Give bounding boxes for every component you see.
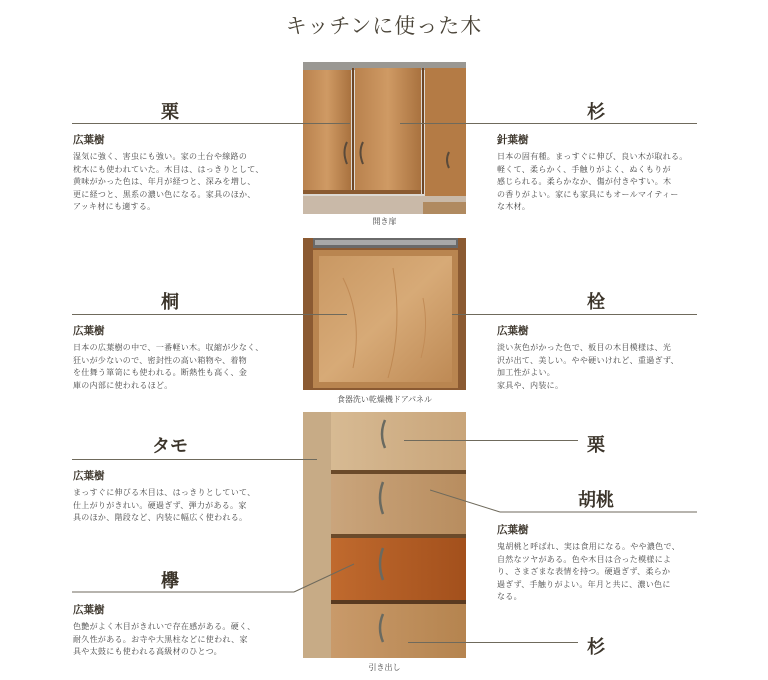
leader-line-tamo [72,459,317,460]
page-title: キッチンに使った木 [285,14,483,38]
wood-name-kuri: 栗 [161,102,179,123]
category-sugi: 針葉樹 [497,134,529,146]
caption-photo1: 開き扉 [372,217,397,226]
wood-name-tamo: タモ [152,436,188,457]
desc-tamo: まっすぐに伸びる木目は、はっきりとしていて、 仕上がりがきれい。硬過ぎず、弾力がある。家 具のほか、階段など、内装に幅広く使われる。 [73,488,256,522]
wood-name-sen: 栓 [587,292,605,313]
wood-name-kuri-drawer: 栗 [587,435,605,456]
leader-line-kuri [72,123,350,124]
photo-cabinet-doors [303,62,466,214]
desc-kuri: 湿気に強く、害虫にも強い。家の土台や線路の 枕木にも使われていた。木目は、はっきりとして、 黄味がかった色は、年月が経つと、深みを増し、 更に経つと、黒系の濃い色になる。家具のほか、 アッキ材にも適する。 [73,152,264,211]
wood-name-keyaki: 欅 [161,571,179,592]
category-kuri: 広葉樹 [73,134,105,146]
category-sen: 広葉樹 [497,325,529,337]
leader-line-sen [452,314,697,315]
desc-kiri: 日本の広葉樹の中で、一番軽い木。収縮が少なく、 狂いが少ないので、密封性の高い箱物や、着物 を仕舞う箪笥にも使われる。断熱性も高く、金 庫の内部に使われるほど。 [73,343,264,390]
photo-drawers [303,412,466,658]
wood-name-kiri: 桐 [161,292,179,313]
category-kurumi: 広葉樹 [497,524,529,536]
leader-line-kurumi [430,488,700,518]
caption-photo3: 引き出し [368,663,401,672]
desc-kurumi: 鬼胡桃と呼ばれ、実は食用になる。やや濃色で、 自然なツヤがある。色や木目は合った模様によ り、さまざまな表情を持つ。硬過ぎず、柔らか 過ぎず、手触りがよい。年月と共に、濃い色に なる。 [497,542,680,601]
wood-name-kurumi: 胡桃 [578,490,614,511]
leader-line-sugi [400,123,697,124]
wood-name-sugi: 杉 [587,102,605,123]
leader-line-kiri [72,314,347,315]
category-kiri: 広葉樹 [73,325,105,337]
desc-sen: 淡い灰色がかった色で、板目の木目模様は、光 沢が出て、美しい。やや硬いけれど、重過ぎず、 加工性がよい。 家具や、内装に。 [497,343,679,390]
category-keyaki: 広葉樹 [73,604,105,616]
caption-photo2: 食器洗い乾燥機ドアパネル [336,395,433,404]
desc-keyaki: 色艶がよく木目がきれいで存在感がある。硬く、 耐久性がある。お寺や大黒柱などに使われ、家 具や太鼓にも使われる高級材のひとつ。 [73,622,256,656]
wood-name-sugi-drawer: 杉 [587,637,605,658]
leader-line-kuri-drawer [404,440,578,441]
category-tamo: 広葉樹 [73,470,105,482]
leader-line-sugi-drawer [408,642,578,643]
leader-line-keyaki [72,560,362,600]
desc-sugi: 日本の固有種。まっすぐに伸び、良い木が取れる。 軽くて、柔らかく、手触りがよく、ぬくもりが 感じられる。柔らかなか、傷が付きやすい。木 の香りがよい。家にも家具にもオールマイティー な木材。 [497,152,688,211]
